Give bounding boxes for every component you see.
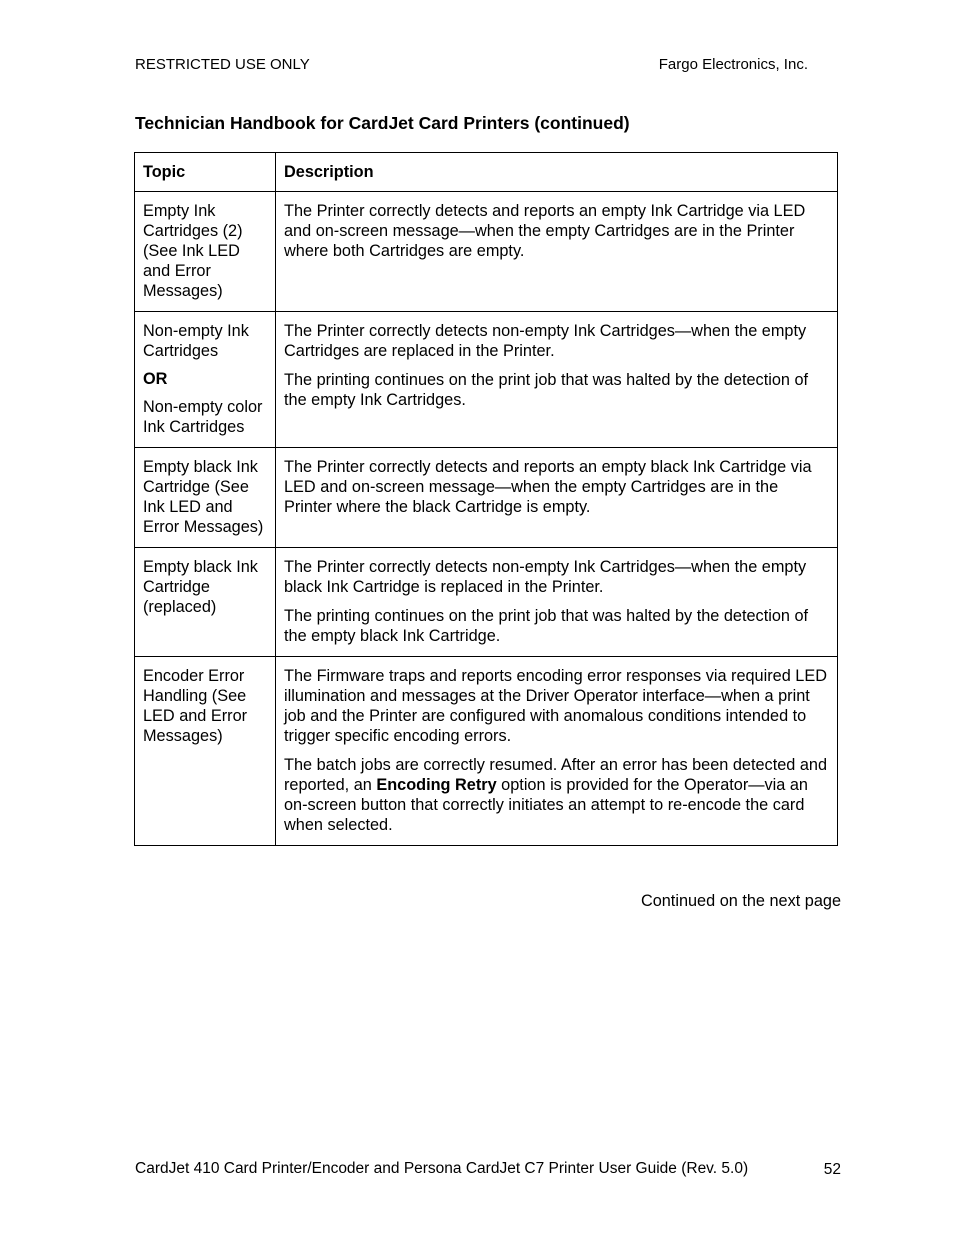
topic-cell bbox=[135, 548, 276, 657]
description-paragraph bbox=[284, 606, 829, 646]
table-row bbox=[135, 448, 838, 548]
description-cell bbox=[276, 312, 838, 448]
header-restricted-label: RESTRICTED USE ONLY bbox=[135, 56, 310, 73]
description-text: The batch jobs are correctly resumed. After an error has been detected and reported, an bbox=[284, 756, 828, 794]
description-text: The Printer correctly detects and reports an empty Ink Cartridge via LED and on-screen message—when the empty Cartridges are in the Printer where both Cartridges are empty. bbox=[284, 202, 806, 260]
table-header-row bbox=[135, 153, 838, 192]
topic-text: Encoder Error Handling (See LED and Error Messages) bbox=[143, 667, 248, 745]
column-header-topic: Topic bbox=[135, 153, 276, 192]
table-body bbox=[135, 192, 838, 846]
description-paragraph bbox=[284, 370, 829, 410]
topic-text: Non-empty color Ink Cartridges bbox=[143, 398, 263, 436]
topic-cell bbox=[135, 312, 276, 448]
topic-or-label: OR bbox=[143, 370, 168, 388]
topic-cell bbox=[135, 448, 276, 548]
footer-document-title: CardJet 410 Card Printer/Encoder and Persona CardJet C7 Printer User Guide (Rev. 5.0) bbox=[135, 1160, 749, 1177]
description-cell bbox=[276, 448, 838, 548]
description-paragraph bbox=[284, 321, 829, 361]
topic-cell bbox=[135, 657, 276, 846]
page-title: Technician Handbook for CardJet Card Printers (continued) bbox=[135, 113, 630, 133]
description-text: The printing continues on the print job that was halted by the detection of the empty black Ink Cartridge. bbox=[284, 607, 809, 645]
topic-text: Empty Ink Cartridges (2) (See Ink LED and Error Messages) bbox=[143, 202, 243, 300]
description-text: The Firmware traps and reports encoding error responses via required LED illumination and messages at the Driver Operator interface—when a print job and the Printer are configured with anomalous conditions intended to trigger specific encoding errors. bbox=[284, 667, 827, 745]
description-text: The Printer correctly detects non-empty Ink Cartridges—when the empty Cartridges are replaced in the Printer. bbox=[284, 322, 807, 360]
table-row bbox=[135, 312, 838, 448]
table-row bbox=[135, 657, 838, 846]
description-text: The Printer correctly detects non-empty Ink Cartridges—when the empty black Ink Cartridge is replaced in the Printer. bbox=[284, 558, 807, 596]
description-paragraph bbox=[284, 201, 829, 261]
description-paragraph bbox=[284, 666, 829, 746]
topics-table bbox=[134, 152, 838, 846]
description-text: The printing continues on the print job that was halted by the detection of the empty Ink Cartridges. bbox=[284, 371, 809, 409]
description-paragraph bbox=[284, 755, 829, 835]
topic-text: Empty black Ink Cartridge (See Ink LED and Error Messages) bbox=[143, 458, 264, 536]
table-row bbox=[135, 548, 838, 657]
column-header-description: Description bbox=[276, 153, 838, 192]
description-bold-term: Encoding Retry bbox=[376, 776, 497, 794]
description-cell bbox=[276, 657, 838, 846]
footer-page-number: 52 bbox=[823, 1161, 841, 1178]
description-text: option is provided for the Operator—via an on-screen button that correctly initiates an attempt to re-encode the card when selected. bbox=[284, 776, 808, 834]
description-paragraph bbox=[284, 457, 829, 517]
topic-text: Empty black Ink Cartridge (replaced) bbox=[143, 558, 258, 616]
topic-cell bbox=[135, 192, 276, 312]
description-cell bbox=[276, 192, 838, 312]
topic-text: Non-empty Ink Cartridges bbox=[143, 322, 249, 360]
table-row bbox=[135, 192, 838, 312]
continued-note: Continued on the next page bbox=[640, 892, 841, 910]
header-company-name: Fargo Electronics, Inc. bbox=[658, 56, 808, 73]
description-paragraph bbox=[284, 557, 829, 597]
description-cell bbox=[276, 548, 838, 657]
description-text: The Printer correctly detects and reports an empty black Ink Cartridge via LED and on-screen message—when the empty Cartridges are in the Printer where the black Cartridge is empty. bbox=[284, 458, 812, 516]
